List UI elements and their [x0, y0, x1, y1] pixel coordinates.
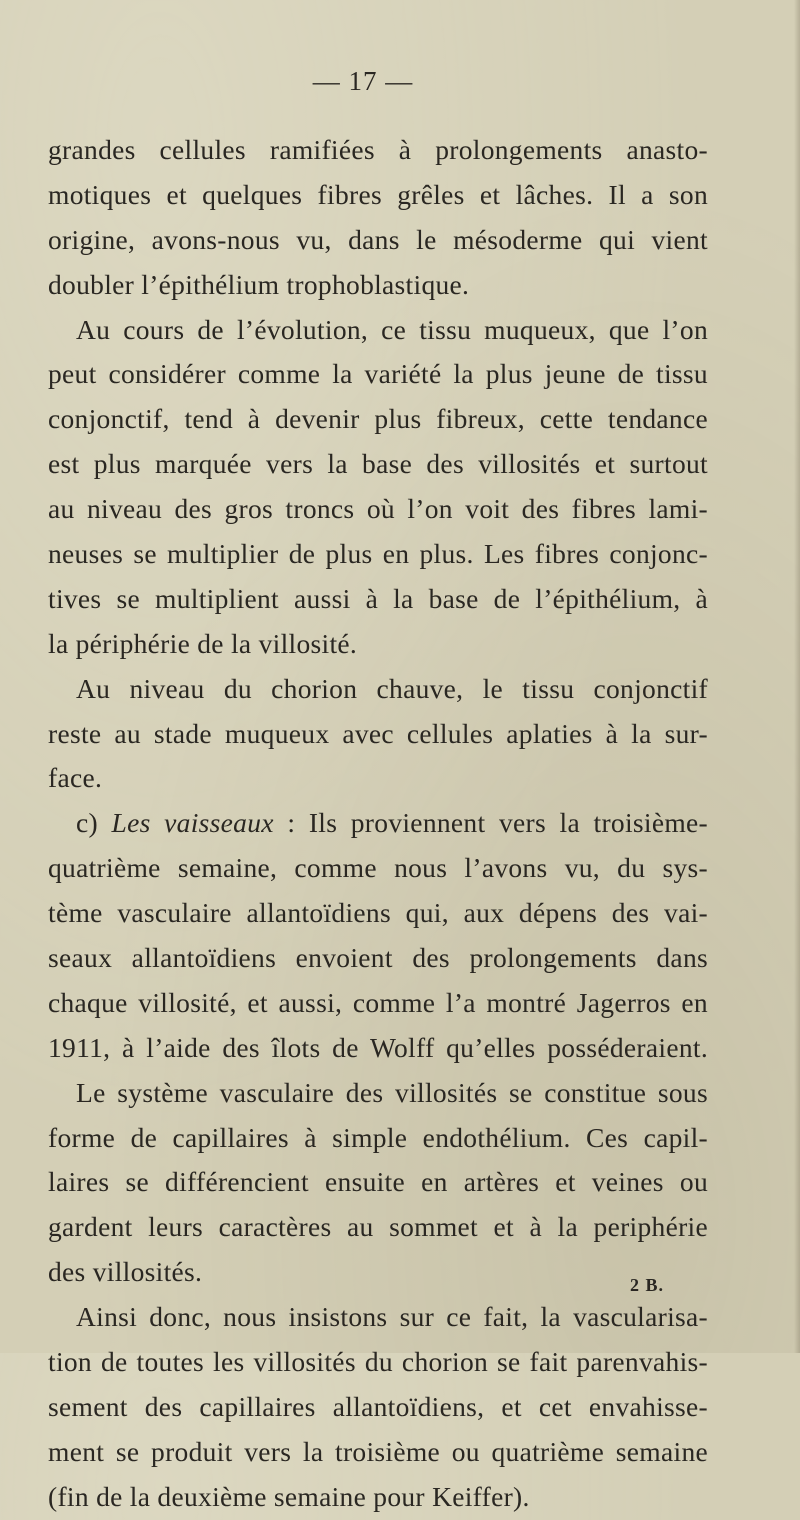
- section-heading-label: c): [76, 807, 112, 839]
- text-line: tion de toutes les villosités du chorion se fait parenvahis-: [48, 1346, 708, 1378]
- text-line: Au niveau du chorion chauve, le tissu conjonctif: [76, 672, 708, 704]
- text-line: Le système vasculaire des villosités se constitue sous: [76, 1076, 708, 1108]
- text-line: face.: [48, 762, 103, 794]
- text-line: tives se multiplient aussi à la base de l’épithélium, à: [48, 582, 708, 614]
- text-line: peut considérer comme la variété la plus jeune de tissu: [48, 358, 708, 390]
- text-line: est plus marquée vers la base des villosités et surtout: [48, 448, 708, 480]
- text-line: au niveau des gros troncs où l’on voit des fibres lami-: [48, 493, 708, 525]
- text-line: Au cours de l’évolution, ce tissu muqueux, que l’on: [76, 313, 708, 345]
- text-line: quatrième semaine, comme nous l’avons vu, du sys-: [48, 852, 708, 884]
- text-line: des villosités.: [48, 1256, 203, 1288]
- text-line: seaux allantoïdiens envoient des prolongements dans: [48, 942, 708, 974]
- text-line: sement des capillaires allantoïdiens, et cet envahisse-: [48, 1390, 708, 1422]
- text-line: gardent leurs caractères au sommet et à la periphérie: [48, 1211, 708, 1243]
- signature-mark: 2 B.: [630, 1275, 665, 1295]
- page-edge-shadow: [794, 0, 800, 1353]
- text-line: (fin de la deuxième semaine pour Keiffer).: [48, 1480, 530, 1512]
- text-line: grandes cellules ramifiées à prolongements anasto-: [48, 134, 708, 165]
- text-line: laires se différencient ensuite en artères et veines ou: [48, 1166, 708, 1198]
- section-heading-line: [48, 801, 708, 846]
- text-line: conjonctif, tend à devenir plus fibreux, cette tendance: [48, 403, 708, 435]
- text-line: ment se produit vers la troisième ou quatrième semaine: [48, 1435, 708, 1467]
- text-line: la périphérie de la villosité.: [48, 627, 358, 659]
- text-line: doubler l’épithélium trophoblastique.: [48, 268, 470, 300]
- page-number: — 17 —: [312, 66, 414, 96]
- text-line: tème vasculaire allantoïdiens qui, aux dépens des vai-: [48, 897, 708, 929]
- text-line: forme de capillaires à simple endothélium. Ces capil-: [48, 1121, 708, 1153]
- text-line: 1911, à l’aide des îlots de Wolff qu’elles posséderaient.: [48, 1031, 708, 1063]
- text-line: reste au stade muqueux avec cellules aplaties à la sur-: [48, 717, 708, 749]
- text-line: Ainsi donc, nous insistons sur ce fait, la vascularisa-: [76, 1301, 708, 1333]
- text-line: neuses se multiplier de plus en plus. Les fibres conjonc-: [48, 538, 708, 570]
- text-line: motiques et quelques fibres grêles et lâches. Il a son: [48, 178, 708, 210]
- section-heading-title: Les vaisseaux: [111, 807, 274, 839]
- text-line: origine, avons-nous vu, dans le mésoderme qui vient: [48, 223, 708, 255]
- body-text: [48, 128, 708, 1520]
- text-line: chaque villosité, et aussi, comme l’a montré Jagerros en: [48, 986, 708, 1018]
- section-heading-text: : Ils proviennent vers la troisième-: [273, 807, 708, 839]
